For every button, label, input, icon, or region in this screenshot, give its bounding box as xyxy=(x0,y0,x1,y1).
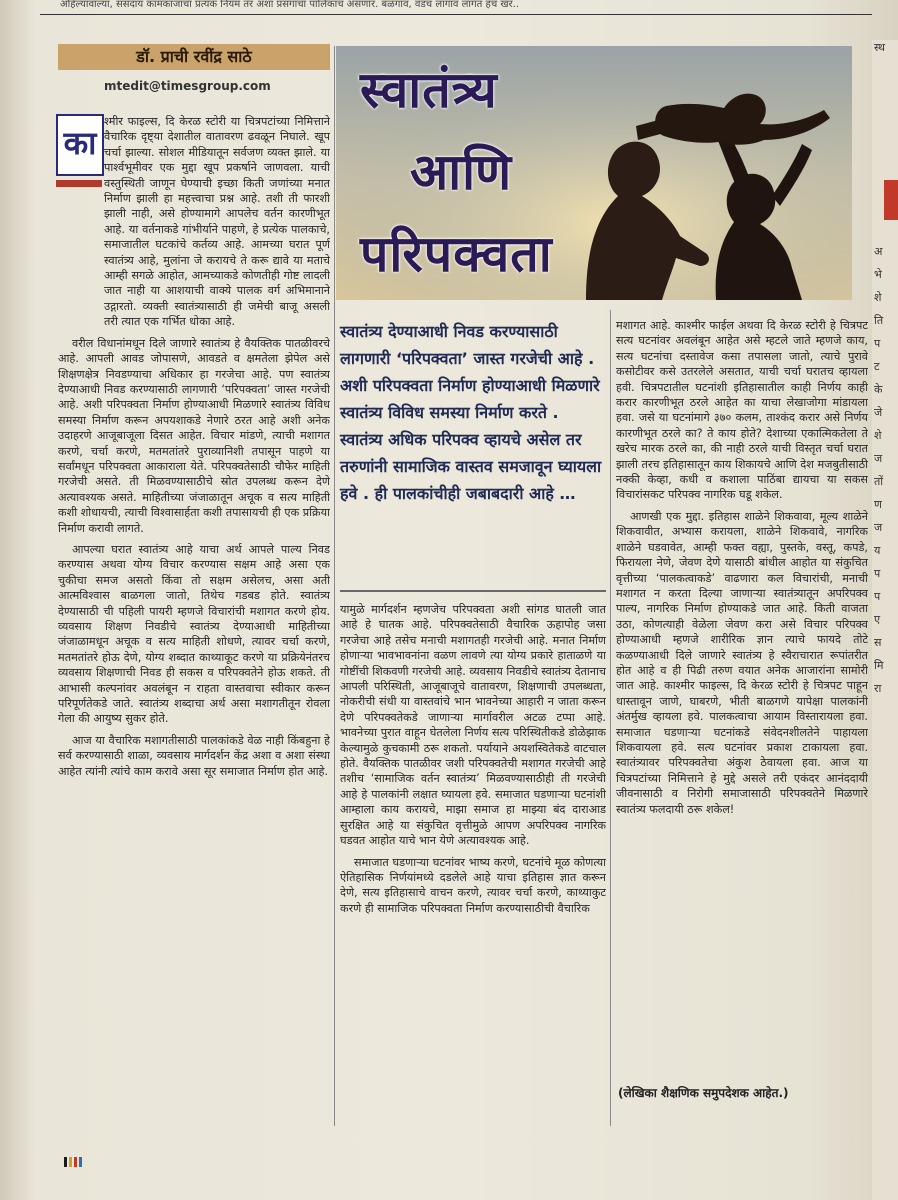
top-rule xyxy=(40,14,872,15)
adjacent-line: भे xyxy=(874,268,882,281)
headline-line-1: स्वातंत्र्य xyxy=(360,60,498,119)
adjacent-line: प xyxy=(874,567,881,580)
adjacent-line: प xyxy=(874,337,881,350)
author-byline: डॉ. प्राची रवींद्र साठे xyxy=(58,44,330,70)
adjacent-line: ण xyxy=(874,498,882,511)
adjacent-line: तों xyxy=(874,475,884,488)
drop-cap: का xyxy=(56,114,104,176)
column-divider xyxy=(334,46,335,1126)
pull-quote: स्वातंत्र्य देण्याआधी निवड करण्यासाठी लागणारी ‘परिपक्वता’ जास्त गरजेची आहे . अशी परिपक्वता निर्माण होण्याआधी मिळणारे स्वातंत्र्य विविध समस्या निर्माण करते . स्वातंत्र्य अधिक परिपक्व व्हायचे असेल तर तरुणांनी सामाजिक वास्तव समजावून घ्यायला हवे . ही पालकांचीही जबाबदारी आहे … xyxy=(340,322,602,503)
adjacent-line: ति xyxy=(874,314,884,327)
paragraph: श्मीर फाइल्स, दि केरळ स्टोरी या चित्रपटांच्या निमित्ताने वैचारिक दृष्ट्या देशातील वातावरण ढवळून निघाले. खूप चर्चा झाल्या. सोशल मीडियातून सर्वजण व्यक्त झाले. या पार्श्वभूमीवर एक मुद्दा खूप प्रकर्षाने जाणवला. याची वस्तुस्थिती जाणून घेण्याची इच्छा किती जणांच्या मनात निर्माण झाली हा महत्त्वाचा प्रश्न आहे. तशी ती फारशी झाली नाही, असे होण्यामागे आपलेच वर्तन कारणीभूत आहे. या वर्तनाकडे गांभीर्याने पाहणे, हे प्रत्येक पालकाचे, समाजातील घटकांचे कर्तव्य आहे. आमच्या घरात पूर्ण स्वातंत्र्य आहे, मुलांना जे करायचे ते करू द्यावे या मताचे आम्ही सगळे आहोत, आमच्याकडे कोणतीही गोष्ट लादली जात नाही या आशयाची वाक्ये पालक वर्ग अभिमानाने उद्गारतो. व्यक्ती स्वातंत्र्यासाठी ही जमेची बाजू असली तरी त्यात एक गर्भित धोका आहे. xyxy=(104,115,330,329)
adjacent-line: अ xyxy=(874,245,883,258)
paragraph: वरील विधानांमधून दिले जाणारे स्वातंत्र्य हे वैयक्तिक पातळीवरचे आहे. आपली आवड जोपासणे, आवडते व क्षमतेला झेपेल असे शिक्षणक्षेत्र निवडण्याचा अधिकार हा गरजेचा आहे. पण स्वातंत्र्य देण्याआधी निवड करण्यासाठी लागणारी ‘परिपक्वता’ जास्त गरजेची आहे. अशी परिपक्वता निर्माण होण्याआधी मिळणारे स्वातंत्र्य विविध समस्या निर्माण करून अपयशाकडे नेणारे ठरत आहे अशी अनेक उदाहरणे आजूबाजूला दिसत आहेत. विचार मांडणे, त्याची मशागत करणे, चर्चा करणे, मतमतांतरे पुराव्यानिशी तपासून पाहणे या सर्वांमधून परिपक्वता आकाराला येते. परिपक्वतेसाठी चौफेर माहिती गरजेची असते. ती मिळवण्यासाठीचे स्रोत उपलब्ध करून देणे अत्यावश्यक असते. माहितीच्या जंजाळातून अचूक व सत्य माहिती कशी शोधायची, त्याची विश्वासार्हता कशी तपासायची ही एक प्रक्रिया निर्माण करावी लागते. xyxy=(58,336,330,535)
adjacent-heading: स्थ xyxy=(874,41,886,54)
article-column-2 xyxy=(340,602,606,1124)
adjacent-line: मि xyxy=(874,659,884,672)
adjacent-line: शे xyxy=(874,291,882,304)
author-email[interactable]: mtedit@timesgroup.com xyxy=(104,79,271,93)
column-divider xyxy=(610,310,611,1126)
adjacent-line: ज xyxy=(874,521,883,534)
adjacent-line: ज xyxy=(874,452,883,465)
paragraph: आणखी एक मुद्दा. इतिहास शाळेने शिकवावा, मूल्य शाळेने शिकवावीत, अभ्यास करायला, शाळेने शिकवावे, नागरिक शाळेने घडवावेत, आम्ही फक्त वह्या, पुस्तके, वस्तू, कपडे, फिरायला नेणे, जेवण देणे यासाठी बांधील आहोत या संकुचित वृत्तीच्या ‘पालकत्वाकडे’ वाढणारा कल विचारांची, मनाची मशागत न करता दिल्या जाणाऱ्या स्वातंत्र्यातून अपरिपक्व पाल्य, नागरिक निर्माण होण्याकडे जात आहे. किती वाजता उठा, कोणत्याही वेळेला जेवण करा असे विचार परिपक्व होण्याआधी म्हणजे शारीरिक ज्ञान त्याचे फायदे तोटे कळण्याआधी दिले जाणारे स्वातंत्र्य हे स्वैराचारात रूपांतरीत होत आहे व ही पिढी तरुण वयात अनेक आजारांना सामोरी जात आहे. काश्मीर फाइल्स, दि केरळ स्टोरी हे चित्रपट पाहून धास्तावून जाणे, घाबरणे, भीती बाळगणे यापेक्षा पालकांनी अंतर्मुख व्हायला हवे. पालकत्वाचा आयाम विस्तारायला हवा. समाजात घडणाऱ्या घटनांकडे संवेदनशीलतेने पाहायला शिकवायला हवे. सत्य घटनांवर प्रकाश टाकायला हवा. स्वातंत्र्यावर परिपक्वतेचा अंकुश ठेवायला हवा. आज या चित्रपटांच्या निमित्ताने हे मुद्दे असले तरी एकंदर आनंददायी जीवनासाठी व निरोगी समाजासाठी परिपक्वतेने मिळणारे स्वातंत्र्य फलदायी ठरू शकेल! xyxy=(616,509,868,816)
adjacent-line: स xyxy=(874,636,882,649)
paragraph: आज या वैचारिक मशागतीसाठी पालकांकडे वेळ नाही किंबहुना हे सर्व करण्यासाठी शाळा, व्यवसाय मार्गदर्शन केंद्र अशा व अशा संस्था आहेत त्यांनी त्यांचे काम करावे असा सूर समाजात निर्माण होत आहे. xyxy=(58,733,330,778)
adjacent-line: प xyxy=(874,590,881,603)
article-column-3 xyxy=(616,318,868,1080)
adjacent-red-block xyxy=(884,180,898,220)
article-column-1 xyxy=(58,114,330,1124)
adjacent-line: य xyxy=(874,544,881,557)
hero-image xyxy=(336,46,852,300)
adjacent-article-strip xyxy=(872,40,898,1200)
paragraph: आपल्या घरात स्वातंत्र्य आहे याचा अर्थ आपले पाल्य निवड करण्यास अथवा योग्य विचार करण्यास सक्षम आहे असा एक चुकीचा समज असतो किंवा तो सक्षम असेलच, असा अती आत्मविश्वास बाळगला जातो, तिथेच गडबड होते. स्वातंत्र्य देण्यासाठी ची पहिली पायरी म्हणजे विचारांची मशागत करणे होय. व्यवसाय शिक्षण निवडीचे स्वातंत्र्य देण्याआधी माहितीच्या जंजाळामधून अचूक व सत्य माहिती शोधणे, त्यावर चर्चा करणे, मतमतांतरे होऊ देणे, योग्य शब्दात काथ्याकूट करणे या प्रक्रियेनंतरच व्यवसाय शिक्षणाची निवड ही सकस व परिपक्वतेने होऊ शकते. ती आभासी कल्पनांवर अवलंबून न राहता वास्तवाचा स्वीकार करून परिपूर्णतेकडे जाते. स्वातंत्र्य शब्दाचा अर्थ असा मशागतीतून रोवला गेला की आयुष्य सुकर होते. xyxy=(58,542,330,726)
adjacent-line: शे xyxy=(874,429,882,442)
headline-line-2: आणि xyxy=(410,142,513,201)
paragraph: यामुळे मार्गदर्शन म्हणजेच परिपक्वता अशी सांगड घातली जात आहे हे घातक आहे. परिपक्वतेसाठी वैचारिक ऊहापोह जसा गरजेचा आहे तसेच मनाची मशागतही गरजेची आहे. मनात निर्माण होणाऱ्या भावभावनांना वळण लावणे त्या योग्य प्रकारे हाताळणे या गोष्टींची शिकवणी गरजेची आहे. व्यवसाय निवडीचे स्वातंत्र्य देतानाच आपली परिस्थिती, आजूबाजूचे वातावरण, शिक्षणाची उपलब्धता, नोकरीची संधी या वास्तवांचे भान भावनेच्या आहारी न जाता करून देणे परिपक्वतेकडे जाणाऱ्या मार्गावरील अटळ टप्पा आहे. भावनेच्या पुरात वाहून घेतलेला निर्णय सत्य परिस्थितीकडे डोळेझाक केल्यामुळे कुचकामी ठरू शकतो. पर्यायाने अयशस्वितेकडे वाटचाल होते. वैयक्तिक पातळीवर जशी परिपक्वतेची मशागत गरजेची आहे तशीच ‘सामाजिक वर्तन स्वातंत्र्य’ मिळवण्यासाठीही ती गरजेची आहे हे पालकांनी लक्षात घ्यायला हवे. समाजात घडणाऱ्या घटनांशी आम्हाला काय करायचे, माझा समाज हा माझ्या बंद दाराआड सुरक्षित आहे या संकुचित वृत्तीमुळे आपण अपरिपक्व नागरिक घडवत आहोत याचे भान येणे अत्यावश्यक आहे. xyxy=(340,603,606,848)
adjacent-line: ए xyxy=(874,613,881,626)
headline-line-3: परिपक्वता xyxy=(360,224,553,283)
author-credit: (लेखिका शैक्षणिक समुपदेशक आहेत.) xyxy=(618,1086,789,1100)
adjacent-line: जे xyxy=(874,406,883,419)
paragraph: मशागत आहे. काश्मीर फाईल अथवा दि केरळ स्टोरी हे चित्रपट सत्य घटनांवर अवलंबून आहेत असे म्हटले जाते म्हणजे काय, सत्य घटनांचा दस्तावेज कसा तपासला जातो, त्याचे पुरावे कसोटीवर कसे उतरलेले असतात, याची चर्चा घरातच व्हायला हवी. चित्रपटातील घटनांशी इतिहासातील काही निर्णय काही करार कारणीभूत ठरले आहेत का याचा लेखाजोगा मांडायला हवा. जसे या घटनांमागे ३७० कलम, ताश्कंद करार असे निर्णय कारणीभूत ठरले का? ते काय होते? देशाच्या एकात्मिकतेला ते खरेच मारक ठरले का, की नाही ठरले याची विस्तृत चर्चा घरात झाली तरच इतिहासातून काय शिकायचे आणि देश मजबुतीसाठी नक्की केव्हा, कधी व कशाला पाठिंबा द्यायचा या सकस विचारांसकट परिपक्व नागरिक घडू शकेल. xyxy=(616,319,868,502)
color-registration-marks xyxy=(64,1152,104,1162)
paragraph: समाजात घडणाऱ्या घटनांवर भाष्य करणे, घटनांचे मूळ कोणत्या ऐतिहासिक निर्णयांमध्ये दडलेले आहे याचा इतिहास ज्ञात करून देणे, सत्य इतिहासाचे वाचन करणे, त्यावर चर्चा करणे, काथ्याकुट करणे ही सामाजिक परिपक्वता निर्माण करण्यासाठीची वैचारिक xyxy=(340,855,606,915)
adjacent-text xyxy=(874,240,898,700)
pull-quote-rule xyxy=(340,590,606,592)
adjacent-line: रा xyxy=(874,682,882,695)
top-strip-text: अहिल्यावाल्या, ससदाय कामकाजाचा प्रत्यक नियम तर अशा प्रसंगाचा पालिकाच असणार. बळगाव, वडच लागाव लागत हच खर.. xyxy=(60,0,519,10)
adjacent-line: ट xyxy=(874,360,880,373)
adjacent-line: के xyxy=(874,383,883,396)
